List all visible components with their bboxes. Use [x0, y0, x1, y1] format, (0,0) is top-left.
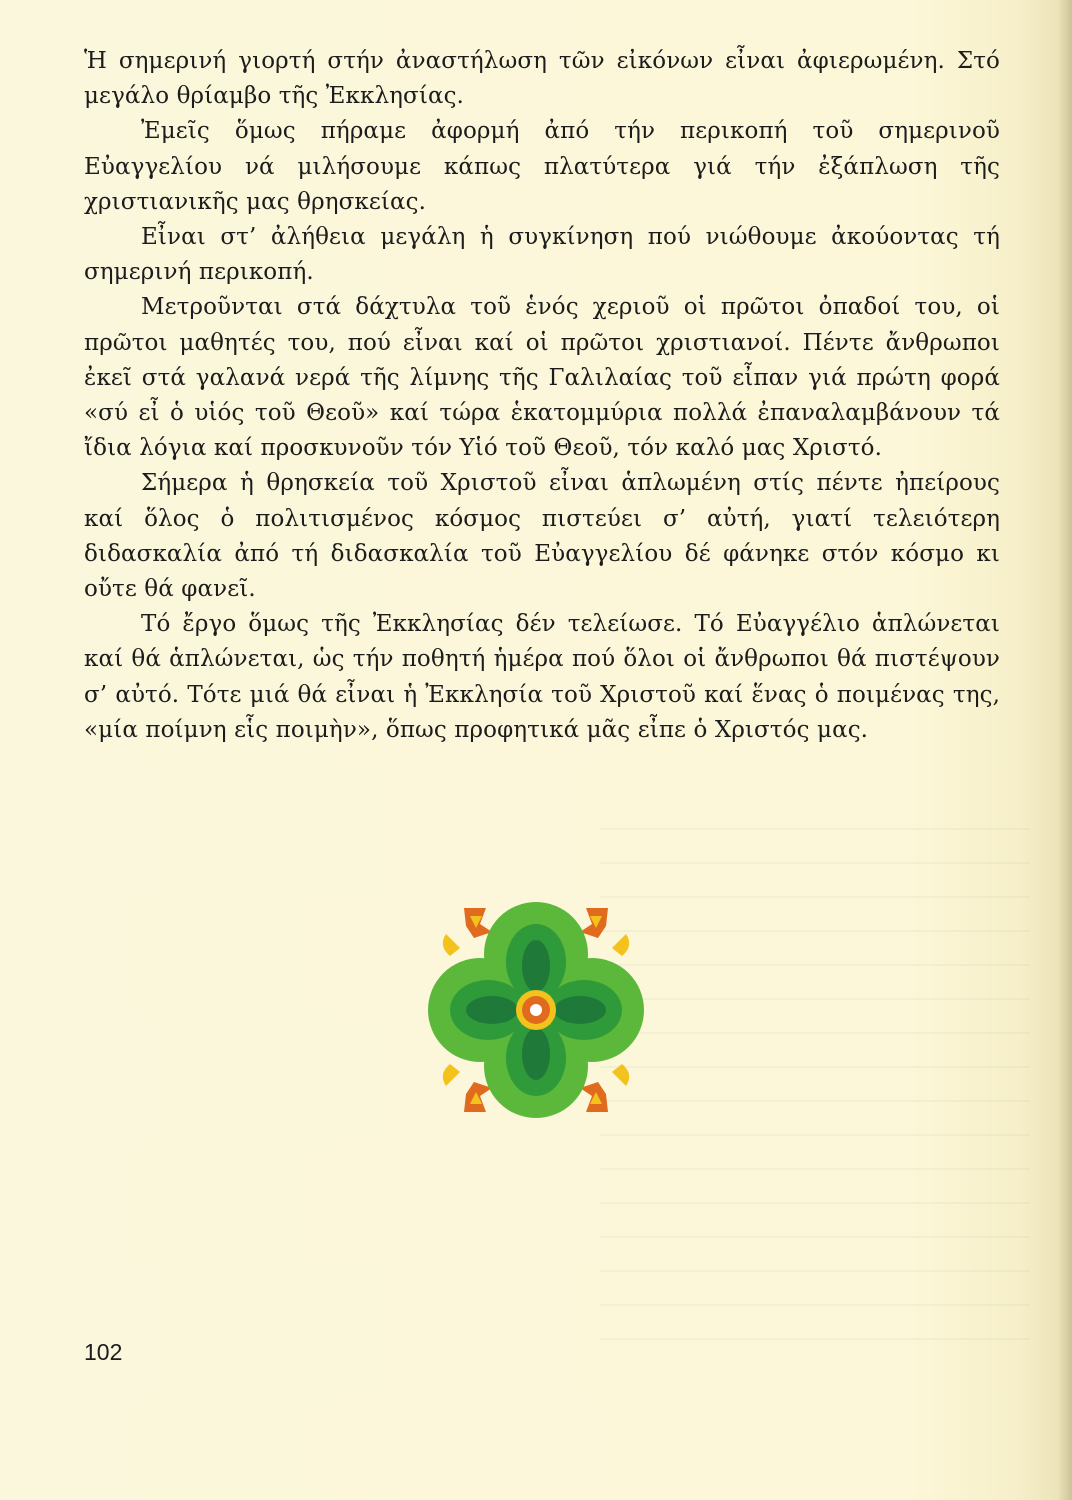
page-number: 102 [84, 1339, 123, 1365]
body-text [84, 44, 1000, 748]
paragraph-5: Σήμερα ἡ θρησκεία τοῦ Χριστοῦ εἶναι ἁπλωμένη στίς πέντε ἠπείρους καί ὅλος ὁ πολιτισμένος κόσμος πιστεύει σ’ αὐτή, γιατί τελειότερη διδασκαλία ἀπό τή διδασκαλία τοῦ Εὐαγγελίου δέ φάνηκε στόν κόσμο κι οὔτε θά φανεῖ. [84, 470, 1000, 603]
clover-leaves-icon [428, 902, 644, 1118]
page-edge-shadow [1058, 0, 1072, 1500]
four-leaf-clover-ornament-icon [416, 890, 656, 1130]
bleed-through-shadow [600, 820, 1030, 1340]
paragraph-2: Ἐμεῖς ὅμως πήραμε ἀφορμή ἀπό τήν περικοπή τοῦ σημερινοῦ Εὐαγγελίου νά μιλήσουμε κάπως πλατύτερα γιά τήν ἐξάπλωση τῆς χριστιανικῆς μας θρησκείας. [84, 118, 1000, 215]
paragraph-4: Μετροῦνται στά δάχτυλα τοῦ ἑνός χεριοῦ οἱ πρῶτοι ὀπαδοί του, οἱ πρῶτοι μαθητές του, πού εἶναι καί οἱ πρῶτοι χριστιανοί. Πέντε ἄνθρωποι ἐκεῖ στά γαλανά νερά τῆς λίμνης τῆς Γαλιλαίας τοῦ εἶπαν γιά πρώτη φορά «σύ εἶ ὁ υἱός τοῦ Θεοῦ» καί τώρα ἑκατομμύρια πολλά ἐπαναλαμβάνουν τά ἴδια λόγια καί προσκυνοῦν τόν Υἱό τοῦ Θεοῦ, τόν καλό μας Χριστό. [84, 294, 1000, 462]
paragraph-3: Εἶναι στ’ ἀλήθεια μεγάλη ἡ συγκίνηση πού νιώθουμε ἀκούοντας τή σημερινή περικοπή. [84, 224, 1000, 286]
paragraph-1: Ἡ σημερινή γιορτή στήν ἀναστήλωση τῶν εἰκόνων εἶναι ἀφιερωμένη. Στό μεγάλο θρίαμβο τῆς Ἐκκλησίας. [84, 48, 1000, 110]
paragraph-6: Τό ἔργο ὅμως τῆς Ἐκκλησίας δέν τελείωσε. Τό Εὐαγγέλιο ἁπλώνεται καί θά ἁπλώνεται, ὡς τήν ποθητή ἡμέρα πού ὅλοι οἱ ἄνθρωποι θά πιστέψουν σ’ αὐτό. Τότε μιά θά εἶναι ἡ Ἐκκλησία τοῦ Χριστοῦ καί ἕνας ὁ ποιμένας της, «μία ποίμνη εἷς ποιμὴν», ὅπως προφητικά μᾶς εἶπε ὁ Χριστός μας. [84, 611, 1000, 743]
